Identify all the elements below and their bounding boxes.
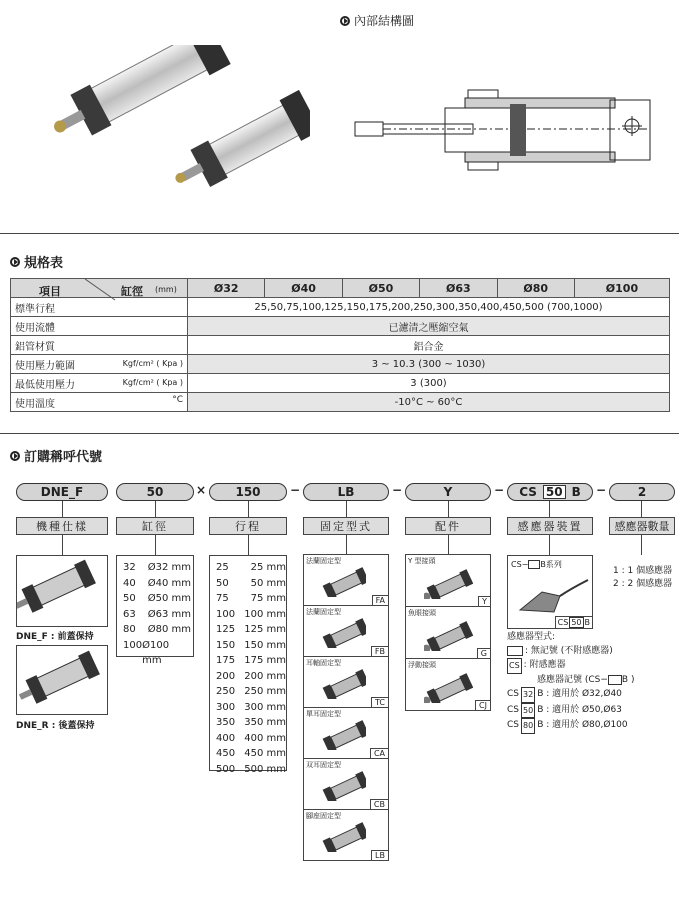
count-list xyxy=(613,565,672,591)
stroke-code: 450 xyxy=(216,748,236,759)
order-title: 訂購稱呼代號 xyxy=(24,450,103,465)
mount-option xyxy=(303,707,389,759)
mount-option xyxy=(303,758,389,810)
stroke-option xyxy=(216,653,286,669)
stroke-size: 150 mm xyxy=(244,639,286,651)
stroke-size: 175 mm xyxy=(244,655,286,666)
mount-code: LB xyxy=(371,850,388,860)
cylinder-icon xyxy=(322,822,366,852)
code-mount: LB xyxy=(303,483,389,501)
connector-line xyxy=(641,535,642,555)
connector-line xyxy=(448,501,449,517)
accessory-code: CJ xyxy=(475,700,490,710)
bore-size: Ø80 mm xyxy=(147,624,191,635)
sensor-series-suffix: B系列 xyxy=(540,560,562,569)
mount-name: 法蘭固定型 xyxy=(306,608,341,616)
stroke-option xyxy=(216,762,286,778)
accessory-option xyxy=(405,554,491,607)
header-model: 機種仕樣 xyxy=(16,517,108,535)
spec-row-label: 最低使用壓力 Kgf/cm² ( Kpa ) xyxy=(11,374,188,393)
code-sensor-num: 50 xyxy=(543,485,566,499)
cylinder-icon xyxy=(424,567,474,599)
bullet-icon xyxy=(340,16,350,26)
sensor-series xyxy=(511,559,562,570)
sensor-size-num: 80 xyxy=(521,718,535,734)
spec-row-label: 使用壓力範圍 Kgf/cm² ( Kpa ) xyxy=(11,355,188,374)
count-option: 1 : 1 個感應器 xyxy=(613,566,673,576)
blank-box-icon xyxy=(507,646,523,656)
bore-size: Ø50 mm xyxy=(147,593,191,604)
stroke-size: 250 mm xyxy=(244,686,286,697)
stroke-size: 125 mm xyxy=(244,624,286,635)
internal-structure-title: 內部結構圖 xyxy=(354,14,415,28)
sensor-none-row xyxy=(507,645,677,659)
bore-size: Ø100 mm xyxy=(142,639,170,666)
code-sensor-prefix: CS xyxy=(519,485,537,499)
cylinder-icon xyxy=(322,771,366,801)
stroke-option xyxy=(216,591,286,607)
connector-line xyxy=(549,535,550,555)
sensor-size-option xyxy=(507,718,677,734)
spec-title: 規格表 xyxy=(24,256,64,271)
spec-row-value: 鋁合金 xyxy=(188,336,670,355)
cylinder-icon xyxy=(322,720,366,750)
stroke-list-box xyxy=(209,555,287,775)
stroke-size: 25 mm xyxy=(250,562,286,573)
bullet-icon xyxy=(10,451,20,461)
separator-dash: − xyxy=(596,483,607,497)
code-accessory: Y xyxy=(405,483,491,501)
spec-row-value: 已濾清之壓縮空氣 xyxy=(188,317,670,336)
spec-row-label: 使用溫度 °C xyxy=(11,393,188,412)
mount-list xyxy=(303,555,389,861)
spec-row xyxy=(11,336,670,355)
spec-header-row xyxy=(11,279,670,298)
spec-row xyxy=(11,374,670,393)
spec-row-value: -10°C ~ 60°C xyxy=(188,393,670,412)
bore-code: 50 xyxy=(123,593,136,604)
connector-line xyxy=(62,535,63,555)
mount-name: 單耳固定型 xyxy=(306,710,341,718)
stroke-option xyxy=(216,746,286,762)
mount-code: FA xyxy=(372,595,388,605)
separator-dash: − xyxy=(290,483,301,497)
order-heading xyxy=(10,446,102,465)
sensor-size-option xyxy=(507,703,677,719)
header-sensor: 感應器裝置 xyxy=(507,517,593,535)
count-option: 2 : 2 個感應器 xyxy=(613,579,673,589)
code-sensor-suffix: B xyxy=(571,485,581,499)
stroke-code: 100 xyxy=(216,608,236,620)
accessory-name: Y 型接頭 xyxy=(408,557,436,565)
mount-option xyxy=(303,554,389,606)
spec-row-label: 使用流體 xyxy=(11,317,188,336)
stroke-code: 200 xyxy=(216,670,236,682)
sensor-size-num: 50 xyxy=(521,703,535,719)
stroke-code: 50 xyxy=(216,577,229,589)
sensor-size-prefix: CS xyxy=(507,720,519,730)
stroke-size: 100 mm xyxy=(244,608,286,620)
sensor-image-tag xyxy=(555,616,592,628)
stroke-option xyxy=(216,731,286,747)
sensor-size-list xyxy=(507,687,677,734)
sensor-size-option xyxy=(507,687,677,703)
sensor-tag-num: 50 xyxy=(571,618,582,627)
header-unit: (mm) xyxy=(155,285,177,294)
cylinder-icon xyxy=(424,671,474,703)
blank-box-icon xyxy=(608,675,622,685)
connector-line xyxy=(346,501,347,517)
bore-option xyxy=(123,638,191,669)
model-caption: DNE_R : 後蓋保持 xyxy=(16,721,95,731)
connector-line xyxy=(248,535,249,555)
mount-option xyxy=(303,605,389,657)
model-caption: DNE_F : 前蓋保持 xyxy=(16,632,94,642)
separator-x: × xyxy=(196,483,207,497)
mount-code: CB xyxy=(370,799,388,809)
header-accessory: 配件 xyxy=(405,517,491,535)
mount-code: TC xyxy=(371,697,388,707)
bore-code: 32 xyxy=(123,562,136,573)
stroke-size: 500 mm xyxy=(244,763,286,775)
header-bore: 缸徑 xyxy=(121,285,143,298)
cylinder-icon xyxy=(322,567,366,597)
sensor-mark-text: 感應器記號 (CS− xyxy=(537,674,608,685)
stroke-option xyxy=(216,684,286,700)
accessory-name: 魚眼接頭 xyxy=(408,609,436,617)
spec-row-unit: Kgf/cm² ( Kpa ) xyxy=(122,377,183,387)
connector-line xyxy=(62,501,63,517)
code-sensor xyxy=(507,483,593,501)
header-item: 項目 xyxy=(39,285,61,298)
stroke-code: 150 xyxy=(216,639,236,651)
spec-table xyxy=(10,278,670,412)
sensor-size-prefix: CS xyxy=(507,689,519,699)
bore-option xyxy=(123,622,191,638)
sensor-cs-text: : 附感應器 xyxy=(523,660,566,670)
model-image-front xyxy=(16,555,108,627)
internal-structure-drawing xyxy=(350,80,660,180)
sensor-size-text: B : 適用於 Ø32,Ø40 xyxy=(537,689,622,699)
sensor-mark-row xyxy=(507,674,677,688)
cylinder-icon xyxy=(322,618,366,648)
sensor-cs-row xyxy=(507,658,677,674)
spec-row-unit: Kgf/cm² ( Kpa ) xyxy=(122,358,183,368)
sensor-type-title: 感應器型式: xyxy=(507,632,556,642)
bullet-icon xyxy=(10,257,20,267)
spec-row-label: 鋁管材質 xyxy=(11,336,188,355)
stroke-code: 300 xyxy=(216,701,236,713)
sensor-tag-prefix: CS xyxy=(557,618,569,627)
spec-heading xyxy=(10,252,63,271)
sensor-cs-code: CS xyxy=(507,658,522,674)
code-bore: 50 xyxy=(116,483,194,501)
stroke-option xyxy=(216,669,286,685)
bore-size: Ø63 mm xyxy=(147,608,191,620)
stroke-option xyxy=(216,576,286,592)
bore-list xyxy=(123,560,191,669)
stroke-option xyxy=(216,560,286,576)
bore-size: Ø40 mm xyxy=(147,577,191,589)
sensor-series-prefix: CS− xyxy=(511,560,529,569)
divider xyxy=(0,233,679,234)
accessory-option xyxy=(405,658,491,711)
mount-option xyxy=(303,809,389,861)
connector-line xyxy=(155,535,156,555)
bore-option xyxy=(123,607,191,623)
bore-size: Ø32 mm xyxy=(147,562,191,573)
stroke-size: 75 mm xyxy=(250,593,286,604)
stroke-size: 450 mm xyxy=(244,748,286,759)
spec-row-value: 3 (300) xyxy=(188,374,670,393)
sensor-size-prefix: CS xyxy=(507,704,519,715)
mount-name: 腳座固定型 xyxy=(306,812,341,820)
connector-line xyxy=(641,501,642,517)
sensor-none-text: : 無記號 (不附感應器) xyxy=(525,645,613,656)
stroke-option xyxy=(216,607,286,623)
mount-code: FB xyxy=(371,646,388,656)
header-bore: 缸徑 xyxy=(116,517,194,535)
bore-list-box xyxy=(116,555,194,666)
spec-row xyxy=(11,317,670,336)
bore-option xyxy=(123,560,191,576)
code-stroke: 150 xyxy=(209,483,287,501)
stroke-code: 125 xyxy=(216,624,236,635)
bore-header: Ø100 xyxy=(574,279,669,298)
stroke-list xyxy=(216,560,286,777)
spec-row-label: 標準行程 xyxy=(11,298,188,317)
internal-structure-heading xyxy=(340,12,414,29)
blank-box-icon xyxy=(528,560,540,569)
spec-row xyxy=(11,355,670,374)
sensor-icon xyxy=(512,570,590,616)
bore-code: 40 xyxy=(123,577,136,589)
sensor-size-text: B : 適用於 Ø80,Ø100 xyxy=(537,720,628,730)
mount-code: CA xyxy=(370,748,388,758)
mount-name: 双耳固定型 xyxy=(306,761,341,769)
spec-row-value: 3 ~ 10.3 (300 ~ 1030) xyxy=(188,355,670,374)
stroke-size: 300 mm xyxy=(244,701,286,713)
stroke-size: 50 mm xyxy=(250,577,286,589)
bore-code: 63 xyxy=(123,608,136,620)
sensor-image-box xyxy=(507,555,593,629)
separator-dash: − xyxy=(494,483,505,497)
accessory-list xyxy=(405,555,491,711)
spec-row xyxy=(11,393,670,412)
spec-row-value: 25,50,75,100,125,150,175,200,250,300,350,400,450,500 (700,1000) xyxy=(188,298,670,317)
accessory-name: 浮動接頭 xyxy=(408,661,436,669)
sensor-notes xyxy=(507,631,677,734)
stroke-size: 400 mm xyxy=(244,732,286,744)
spec-row-unit: °C xyxy=(172,394,183,405)
spec-corner-header xyxy=(11,279,188,298)
stroke-option xyxy=(216,622,286,638)
sensor-size-text: B : 適用於 Ø50,Ø63 xyxy=(537,704,622,715)
mount-name: 耳軸固定型 xyxy=(306,659,341,667)
bore-option xyxy=(123,576,191,592)
connector-line xyxy=(549,501,550,517)
connector-line xyxy=(346,535,347,555)
stroke-code: 350 xyxy=(216,717,236,728)
accessory-option xyxy=(405,606,491,659)
stroke-size: 350 mm xyxy=(244,717,286,728)
stroke-code: 75 xyxy=(216,593,229,604)
stroke-size: 200 mm xyxy=(244,670,286,682)
bore-code: 100 xyxy=(123,639,143,651)
sensor-tag-suffix: B xyxy=(584,618,590,627)
connector-line xyxy=(155,501,156,517)
header-count: 感應器數量 xyxy=(609,517,675,535)
mount-option xyxy=(303,656,389,708)
sensor-mark-end: B ) xyxy=(621,674,635,685)
bore-header: Ø63 xyxy=(420,279,497,298)
bore-header: Ø50 xyxy=(342,279,419,298)
accessory-code: G xyxy=(477,648,490,658)
bore-header: Ø80 xyxy=(497,279,574,298)
bore-header: Ø40 xyxy=(265,279,342,298)
cylinder-product-photo xyxy=(40,45,310,195)
stroke-code: 250 xyxy=(216,686,236,697)
cylinder-icon xyxy=(424,619,474,651)
code-count: 2 xyxy=(609,483,675,501)
connector-line xyxy=(448,535,449,555)
sensor-size-num: 32 xyxy=(521,687,535,703)
accessory-code: Y xyxy=(478,596,490,606)
header-stroke: 行程 xyxy=(209,517,287,535)
model-image-rear xyxy=(16,645,108,715)
connector-line xyxy=(248,501,249,517)
code-model: DNE_F xyxy=(16,483,108,501)
stroke-option xyxy=(216,700,286,716)
mount-name: 法蘭固定型 xyxy=(306,557,341,565)
stroke-code: 500 xyxy=(216,763,236,775)
divider xyxy=(0,433,679,434)
stroke-code: 25 xyxy=(216,562,229,573)
header-mount: 固定型式 xyxy=(303,517,389,535)
stroke-code: 175 xyxy=(216,655,236,666)
cylinder-icon xyxy=(322,669,366,699)
bore-option xyxy=(123,591,191,607)
stroke-option xyxy=(216,715,286,731)
bore-header: Ø32 xyxy=(188,279,265,298)
separator-dash: − xyxy=(392,483,403,497)
stroke-code: 400 xyxy=(216,732,236,744)
stroke-option xyxy=(216,638,286,654)
bore-code: 80 xyxy=(123,624,136,635)
